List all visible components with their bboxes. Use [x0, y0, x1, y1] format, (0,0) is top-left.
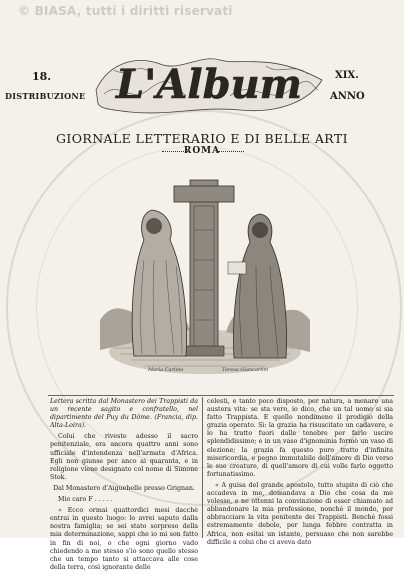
caption-right: Teresa Giancarlini	[222, 367, 269, 373]
divider	[48, 395, 394, 396]
masthead-title: L'Album	[116, 61, 302, 108]
issue-number: 18.	[32, 70, 52, 83]
caption-left: Maria Carlino	[148, 367, 184, 373]
article-salutation: Mio caro F . . . . .	[58, 496, 113, 504]
distribution-label: DISTRIBUZIONE	[5, 91, 86, 101]
article-column-left	[50, 398, 198, 575]
volume-number: XIX.	[335, 70, 359, 81]
article-intro: Lettera scritta dal Monastero dei Trappisti da un recente sagito e confratello, nel dipartimento del Puy du Dôme. (Francia, dip. Alta-Loira).	[50, 398, 198, 430]
article-paragraph: Colui che riveste adesso il sacro penitenziale, era ancora quattro anni sono ufficiale d'intendenza nell'armata d'Africa. Egli non giunse per anco ai quaranta, e in religione viene designato col nome di Simone Stok.	[50, 433, 198, 481]
engraving-illustration	[100, 170, 310, 390]
article-paragraph: celesti, e tanto poco disposto, per natura, a menare una austera vita: se sta vero, io dico, che un tal uomo si sia fatto Trappista. E quello nondimeno il prodigio della grazia operato. Sì: la grazia ha risuscitato un cadavere, e lo ha tratto fuori dalle tenebre per farlo uscire splendidissimo; e in un vaso d'ignominia formò un vaso di elezione; la grazia fa questo puro tratto d'infinita misericordia, e pegno immutabile dell'amore di Dio verso le sue creature, di quell'amore di cui volle farlo oggetto fortunatissimo.	[207, 398, 393, 478]
column-divider	[202, 397, 203, 538]
article-column-right	[207, 398, 393, 550]
city-label: ROMA	[183, 146, 221, 156]
subtitle: GIORNALE LETTERARIO E DI BELLE ARTI	[56, 131, 348, 146]
article-paragraph: « Ecco ormai quattordici mesi dacchè entrai in questo luogo: lo avrei saputo dalla nostra famiglia; se sei stato sorpreso della mia determinazione, sappi che io mi son fatto in fin di noi, o che ogni giorno vado chiedendo a me stesso s'io sono quello stesso che un tempo tanto si attaccava alle cose della terra, così ignorante delle	[50, 507, 198, 571]
article-dateline: Dal Monastero d'Aiguebelle presso Grignan.	[53, 484, 195, 492]
masthead-logo	[90, 50, 328, 118]
year-label: ANNO	[330, 91, 365, 102]
watermark: © BIASA, tutti i diritti riservati	[18, 4, 233, 18]
article-paragraph: « A guisa del grande apostolo, tutto stupito di ciò che accadeva in me, domandava a Dio che cosa da me volesse, e ne ottenni la convinzione di esser chiamato ad abbandonare la mia professione, nonchè il mondo, per abbracciare la vita penitente dei Trappisti. Benchè fossi estremamente debole, per lunga febbre contratta in Africa, non esitai un istante, persuaso che non sarebbe difficile a colui che ci aveva dato	[207, 481, 393, 546]
